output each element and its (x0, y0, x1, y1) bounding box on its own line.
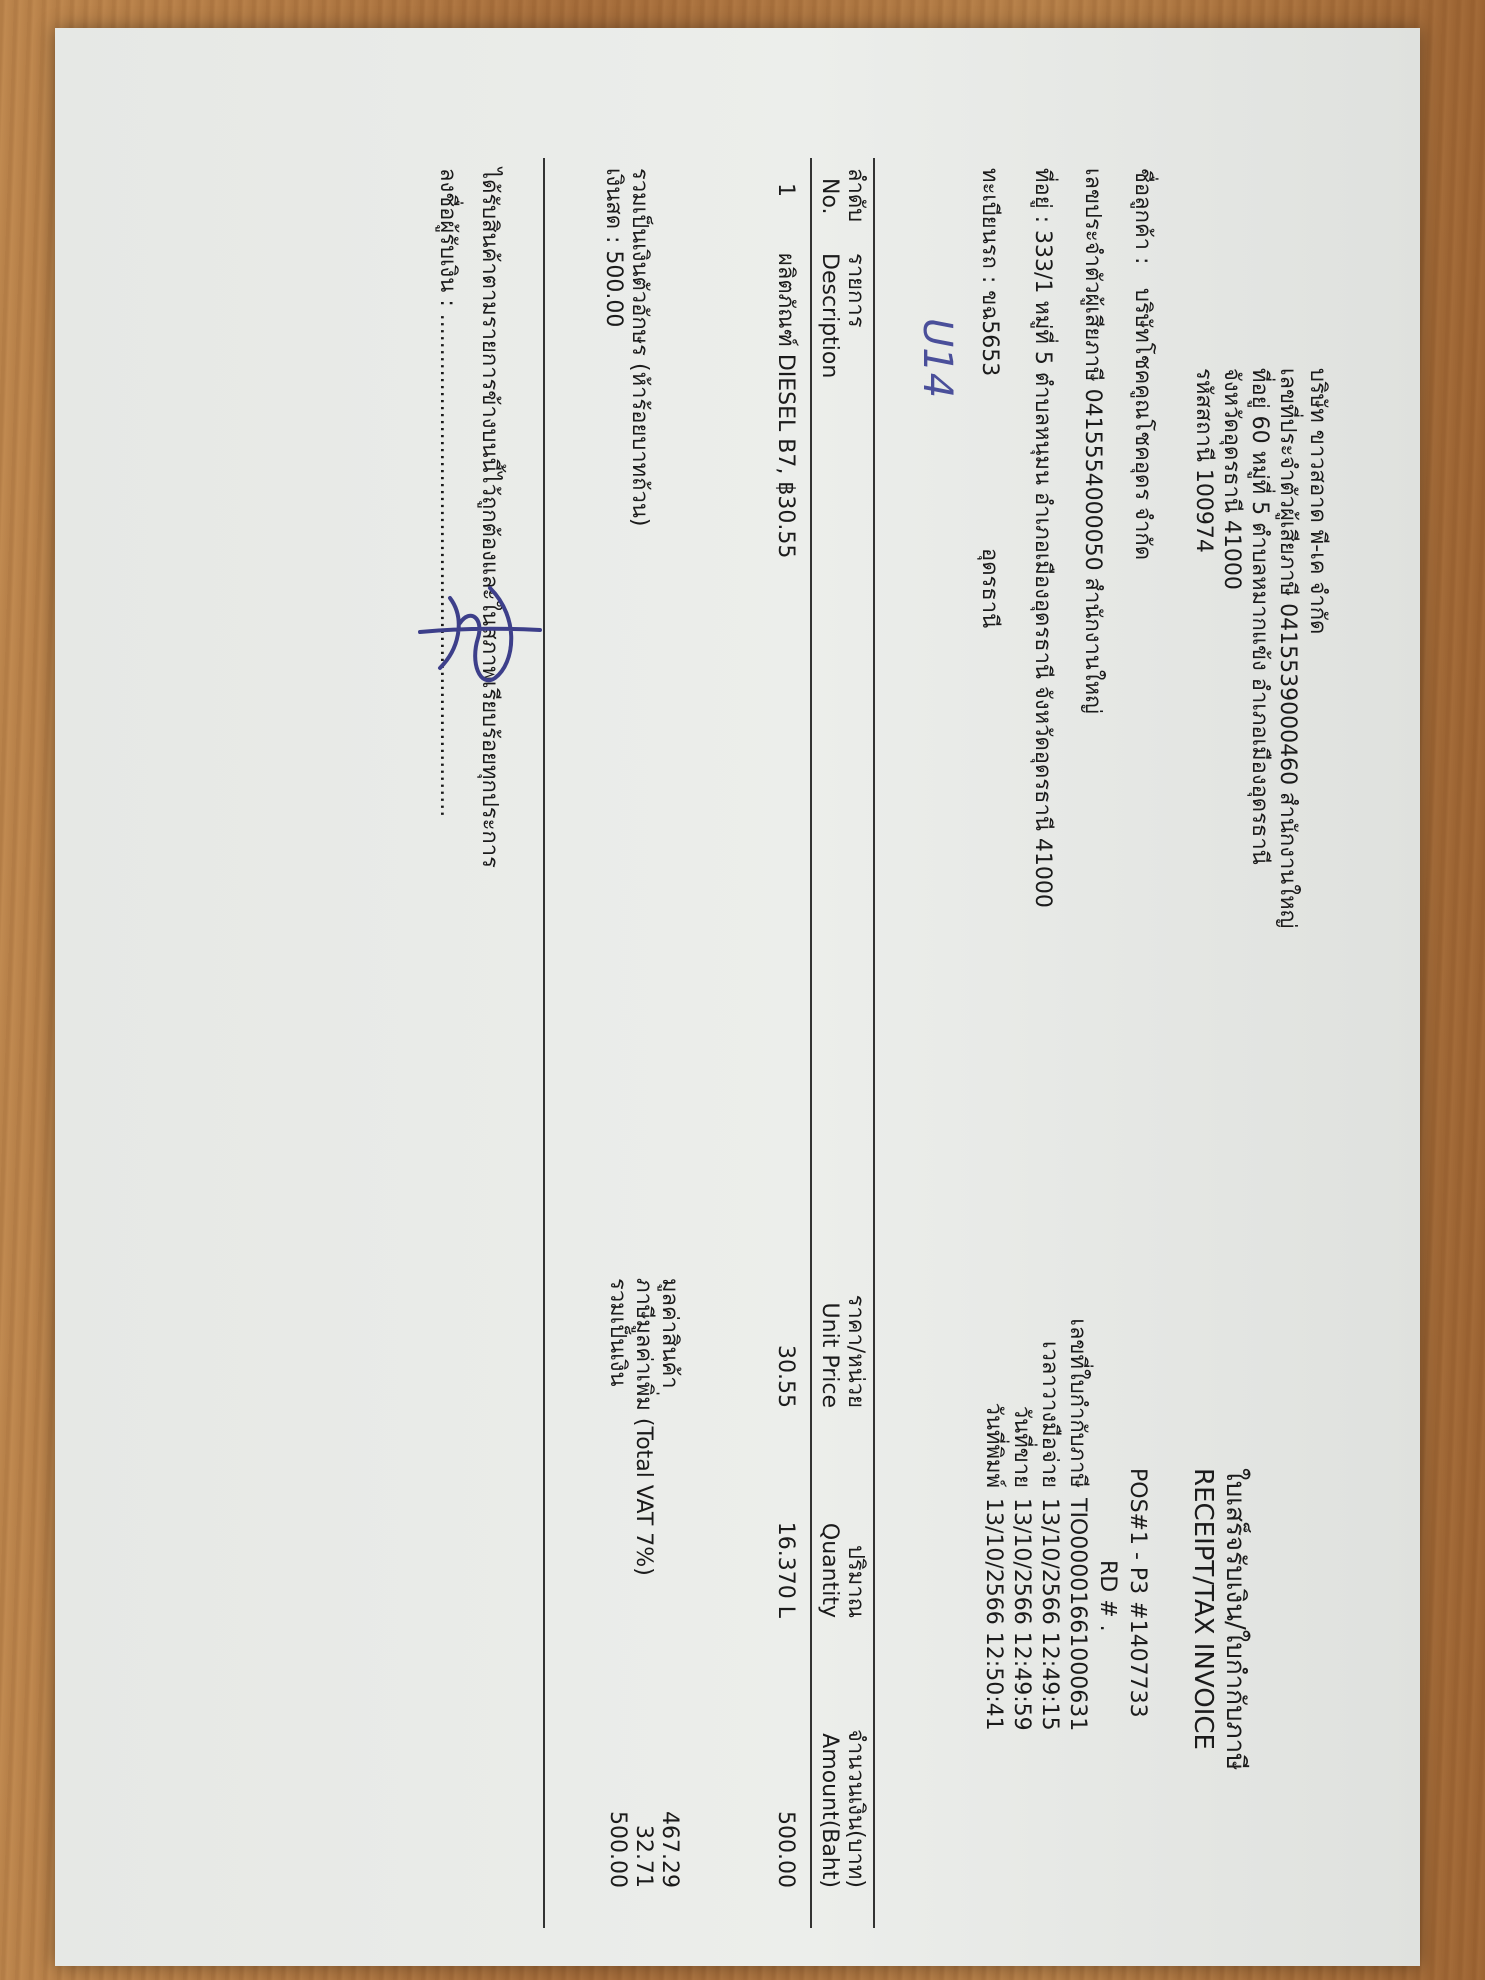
row-price: 30.55 (773, 1345, 798, 1408)
footer-rule (543, 158, 545, 1928)
col-qty-th: ปริมาณ (843, 1544, 868, 1618)
title-en: RECEIPT/TAX INVOICE (1188, 1468, 1218, 1750)
receiver-signature-line: ลงชื่อผู้รับเงิน : ........................................................................ (435, 168, 460, 818)
vat-label: ภาษีมูลค่าเพิ่ม (Total VAT 7%) (631, 1278, 656, 1576)
col-amount-en: Amount(Baht) (817, 1733, 842, 1888)
col-price-en: Unit Price (817, 1302, 842, 1408)
title-th: ใบเสร็จรับเงิน/ใบกำกับภาษี (1220, 1468, 1250, 1771)
receipt-paper (55, 28, 1420, 1966)
company-branch: รหัสสถานี 100974 (1191, 368, 1216, 553)
grand-total-value: 500.00 (605, 1811, 630, 1888)
print-label: วันที่พิมพ์ (981, 1402, 1006, 1488)
handwritten-note: U14 (914, 318, 960, 399)
col-price-th: ราคา/หน่วย (843, 1294, 868, 1408)
received-statement: ได้รับสินค้าตามรายการข้างบนนี้ไว้ถูกต้องและในสภาพเรียบร้อยทุกประการ (477, 168, 502, 868)
invoice-label: เลขที่ใบกำกับภาษี (1065, 1318, 1090, 1488)
table-header-rule (810, 158, 812, 1928)
sale-label: วันที่ขาย (1009, 1405, 1034, 1488)
sale-time: 13/10/2566 12:49:59 (1009, 1498, 1034, 1731)
col-amount-th: จำนวนเงิน(บาท) (843, 1729, 868, 1888)
col-no-en: No. (817, 178, 842, 215)
row-description: ผลิตภัณฑ์ DIESEL B7, ฿30.55 (773, 253, 798, 559)
paid-label: เวลาวางมือจ่าย (1037, 1340, 1062, 1488)
customer-tax-id: เลขประจำตัวผู้เสียภาษี 0415554000050 สำนักงานใหญ่ (1080, 168, 1105, 714)
goods-value: 467.29 (657, 1811, 682, 1888)
goods-value-label: มูลค่าสินค้า (657, 1278, 682, 1389)
cash-paid: เงินสด : 500.00 (601, 168, 626, 328)
rd-number: RD # . (1095, 1560, 1120, 1632)
company-address-1: ที่อยู่ 60 หมู่ที่ 5 ตำบลหมากแข้ง อำเภอเมืองอุดรธานี (1247, 368, 1272, 865)
company-address-2: จังหวัดอุดรธานี 41000 (1219, 368, 1244, 590)
print-time: 13/10/2566 12:50:41 (981, 1498, 1006, 1731)
customer-address: ที่อยู่ : 333/1 หมู่ที่ 5 ตำบลหนุมน อำเภอเมืองอุดรธานี จังหวัดอุดรธานี 41000 (1030, 168, 1055, 908)
vehicle-plate: ทะเบียนรถ : ขฉ5653 (977, 168, 1002, 377)
customer-name-label: ชื่อลูกค้า : (1130, 168, 1155, 265)
col-no-th: ลำดับ (843, 168, 868, 223)
customer-name: บริษัทโชคคูณโชคอุดร จำกัด (1130, 288, 1155, 561)
col-desc-en: Description (817, 253, 842, 379)
company-tax-id: เลขที่ประจำตัวผู้เสียภาษี 0415539000460 สำนักงานใหญ่ (1275, 368, 1300, 929)
signature-mark (410, 568, 560, 698)
total-in-words: รวมเป็นเงินตัวอักษร (ห้าร้อยบาทถ้วน) (627, 168, 652, 527)
table-top-rule (873, 158, 875, 1928)
col-desc-th: รายการ (843, 253, 868, 328)
vat-value: 32.71 (631, 1825, 656, 1888)
vehicle-province: อุดรธานี (977, 548, 1002, 629)
grand-total-label: รวมเป็นเงิน (605, 1278, 630, 1387)
row-qty: 16.370 L (773, 1521, 798, 1618)
row-no: 1 (773, 183, 798, 197)
row-amount: 500.00 (773, 1811, 798, 1888)
pos-number: POS#1 - P3 #1407733 (1125, 1468, 1150, 1718)
invoice-number: TIO00001661000631 (1065, 1498, 1090, 1732)
col-qty-en: Quantity (817, 1522, 842, 1618)
paid-time: 13/10/2566 12:49:15 (1037, 1498, 1062, 1731)
company-name: บริษัท ขาวสอาด พี-เค จำกัด (1305, 368, 1330, 635)
receipt-canvas (55, 28, 1420, 1928)
